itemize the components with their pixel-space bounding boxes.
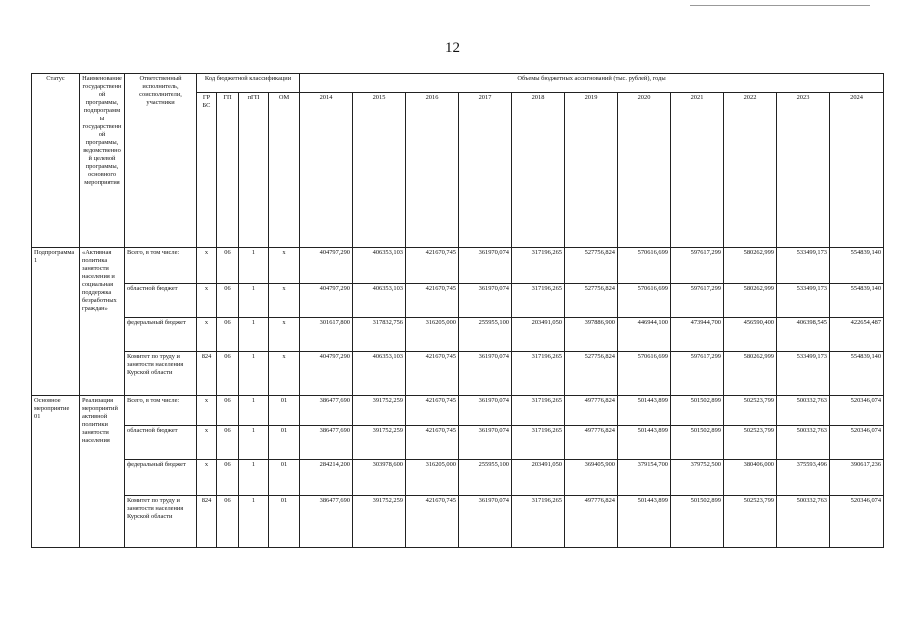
value-cell: 379752,500 (671, 460, 724, 496)
header-responsible: Ответственный исполнитель, соисполнители, участники (125, 74, 197, 248)
participant-cell: федеральный бюджет (125, 460, 197, 496)
value-cell: 527756,824 (565, 284, 618, 318)
value-cell: 597617,299 (671, 352, 724, 396)
value-cell: 520346,074 (830, 426, 884, 460)
participant-cell: областной бюджет (125, 284, 197, 318)
value-cell: 421670,745 (406, 396, 459, 426)
value-cell: 421670,745 (406, 426, 459, 460)
page-number: 12 (445, 40, 460, 56)
value-cell: 361970,074 (459, 284, 512, 318)
value-cell: 406353,103 (353, 248, 406, 284)
grbs-cell: x (197, 426, 217, 460)
header-budget-code: Код бюджетной классификации (197, 74, 300, 93)
value-cell: 570616,699 (618, 248, 671, 284)
value-cell: 520346,074 (830, 396, 884, 426)
value-cell: 554839,140 (830, 352, 884, 396)
value-cell: 203491,050 (512, 318, 565, 352)
gp-cell: 06 (217, 284, 239, 318)
value-cell: 527756,824 (565, 248, 618, 284)
header-year: 2022 (724, 93, 777, 248)
participant-cell: Всего, в том числе: (125, 248, 197, 284)
header-year: 2015 (353, 93, 406, 248)
grbs-cell: x (197, 318, 217, 352)
value-cell: 570616,699 (618, 284, 671, 318)
value-cell: 386477,690 (300, 496, 353, 548)
value-cell: 386477,690 (300, 426, 353, 460)
value-cell: 255955,100 (459, 460, 512, 496)
value-cell: 380406,000 (724, 460, 777, 496)
value-cell: 361970,074 (459, 248, 512, 284)
value-cell: 404797,290 (300, 352, 353, 396)
om-cell: 01 (269, 426, 300, 460)
pgp-cell: 1 (239, 460, 269, 496)
value-cell: 391752,259 (353, 396, 406, 426)
value-cell: 361970,074 (459, 396, 512, 426)
value-cell: 421670,745 (406, 352, 459, 396)
value-cell: 369405,900 (565, 460, 618, 496)
value-cell: 303978,600 (353, 460, 406, 496)
value-cell: 502523,799 (724, 426, 777, 460)
pgp-cell: 1 (239, 396, 269, 426)
header-gp: ГП (217, 93, 239, 248)
table-row (32, 460, 884, 496)
header-year: 2018 (512, 93, 565, 248)
grbs-cell: x (197, 460, 217, 496)
gp-cell: 06 (217, 248, 239, 284)
value-cell: 456590,400 (724, 318, 777, 352)
header-volumes: Объемы бюджетных ассигнований (тыс. рублей), годы (300, 74, 884, 93)
value-cell: 284214,200 (300, 460, 353, 496)
participant-cell: областной бюджет (125, 426, 197, 460)
value-cell: 316205,000 (406, 318, 459, 352)
value-cell: 397886,900 (565, 318, 618, 352)
participant-cell: Комитет по труду и занятости населения Курской области (125, 352, 197, 396)
value-cell: 580262,999 (724, 284, 777, 318)
value-cell: 500332,763 (777, 496, 830, 548)
table-row (32, 396, 884, 426)
header-status: Статус (32, 74, 80, 248)
value-cell: 361970,074 (459, 426, 512, 460)
om-cell: x (269, 352, 300, 396)
header-year: 2017 (459, 93, 512, 248)
header-year: 2020 (618, 93, 671, 248)
value-cell: 317196,265 (512, 248, 565, 284)
value-cell: 361970,074 (459, 352, 512, 396)
grbs-cell: x (197, 248, 217, 284)
value-cell: 317196,265 (512, 284, 565, 318)
value-cell: 379154,700 (618, 460, 671, 496)
value-cell: 390617,236 (830, 460, 884, 496)
gp-cell: 06 (217, 460, 239, 496)
participant-cell: федеральный бюджет (125, 318, 197, 352)
header-pgp: пГП (239, 93, 269, 248)
header-name: Наименование государственной программы, подпрограммы государственной программы, ведомственной целевой программы, основного мероприятия (80, 74, 125, 248)
value-cell: 501443,899 (618, 496, 671, 548)
status-cell: Основное мероприятие 01 (32, 396, 80, 548)
value-cell: 386477,690 (300, 396, 353, 426)
value-cell: 497776,824 (565, 396, 618, 426)
pgp-cell: 1 (239, 248, 269, 284)
header-grbs: ГР БС (197, 93, 217, 248)
value-cell: 580262,999 (724, 248, 777, 284)
value-cell: 255955,100 (459, 318, 512, 352)
value-cell: 501502,899 (671, 426, 724, 460)
header-year: 2024 (830, 93, 884, 248)
value-cell: 554839,140 (830, 284, 884, 318)
value-cell: 361970,074 (459, 496, 512, 548)
value-cell: 316205,000 (406, 460, 459, 496)
gp-cell: 06 (217, 426, 239, 460)
om-cell: 01 (269, 496, 300, 548)
program-name-cell: «Активная политика занятости населения и социальная поддержка безработных граждан» (80, 248, 125, 396)
value-cell: 317196,265 (512, 396, 565, 426)
gp-cell: 06 (217, 318, 239, 352)
value-cell: 570616,699 (618, 352, 671, 396)
table-row (32, 426, 884, 460)
om-cell: 01 (269, 460, 300, 496)
value-cell: 500332,763 (777, 426, 830, 460)
grbs-cell: 824 (197, 352, 217, 396)
value-cell: 500332,763 (777, 396, 830, 426)
budget-table (31, 73, 884, 548)
value-cell: 422654,487 (830, 318, 884, 352)
value-cell: 501443,899 (618, 396, 671, 426)
gp-cell: 06 (217, 496, 239, 548)
gp-cell: 06 (217, 396, 239, 426)
value-cell: 301617,800 (300, 318, 353, 352)
program-name-cell: Реализация мероприятий активной политики занятости населения (80, 396, 125, 548)
om-cell: 01 (269, 396, 300, 426)
header-year: 2014 (300, 93, 353, 248)
participant-cell: Комитет по труду и занятости населения Курской области (125, 496, 197, 548)
value-cell: 421670,745 (406, 284, 459, 318)
table-row (32, 318, 884, 352)
participant-cell: Всего, в том числе: (125, 396, 197, 426)
value-cell: 501502,899 (671, 396, 724, 426)
pgp-cell: 1 (239, 318, 269, 352)
grbs-cell: 824 (197, 496, 217, 548)
value-cell: 502523,799 (724, 396, 777, 426)
value-cell: 317196,265 (512, 426, 565, 460)
value-cell: 502523,799 (724, 496, 777, 548)
value-cell: 501443,899 (618, 426, 671, 460)
value-cell: 501502,899 (671, 496, 724, 548)
value-cell: 317832,756 (353, 318, 406, 352)
gp-cell: 06 (217, 352, 239, 396)
grbs-cell: x (197, 396, 217, 426)
value-cell: 404797,290 (300, 284, 353, 318)
value-cell: 406353,103 (353, 352, 406, 396)
header-year: 2016 (406, 93, 459, 248)
grbs-cell: x (197, 284, 217, 318)
value-cell: 404797,290 (300, 248, 353, 284)
pgp-cell: 1 (239, 284, 269, 318)
value-cell: 497776,824 (565, 426, 618, 460)
value-cell: 406398,545 (777, 318, 830, 352)
value-cell: 391752,259 (353, 426, 406, 460)
value-cell: 533499,173 (777, 352, 830, 396)
header-year: 2019 (565, 93, 618, 248)
value-cell: 554839,140 (830, 248, 884, 284)
top-rule (690, 5, 870, 6)
header-om: ОМ (269, 93, 300, 248)
pgp-cell: 1 (239, 352, 269, 396)
value-cell: 317196,265 (512, 496, 565, 548)
header-year: 2021 (671, 93, 724, 248)
value-cell: 597617,299 (671, 248, 724, 284)
table-row (32, 248, 884, 284)
table-row (32, 284, 884, 318)
table-row (32, 352, 884, 396)
pgp-cell: 1 (239, 496, 269, 548)
value-cell: 203491,050 (512, 460, 565, 496)
value-cell: 533499,173 (777, 284, 830, 318)
value-cell: 317196,265 (512, 352, 565, 396)
om-cell: x (269, 284, 300, 318)
value-cell: 406353,103 (353, 284, 406, 318)
status-cell: Подпрограмма 1 (32, 248, 80, 396)
value-cell: 533499,173 (777, 248, 830, 284)
value-cell: 473944,700 (671, 318, 724, 352)
header-year: 2023 (777, 93, 830, 248)
value-cell: 375593,496 (777, 460, 830, 496)
value-cell: 421670,745 (406, 248, 459, 284)
om-cell: x (269, 318, 300, 352)
value-cell: 527756,824 (565, 352, 618, 396)
value-cell: 421670,745 (406, 496, 459, 548)
pgp-cell: 1 (239, 426, 269, 460)
value-cell: 391752,259 (353, 496, 406, 548)
table-row (32, 496, 884, 548)
om-cell: x (269, 248, 300, 284)
value-cell: 497776,824 (565, 496, 618, 548)
value-cell: 597617,299 (671, 284, 724, 318)
value-cell: 446944,100 (618, 318, 671, 352)
value-cell: 580262,999 (724, 352, 777, 396)
value-cell: 520346,074 (830, 496, 884, 548)
